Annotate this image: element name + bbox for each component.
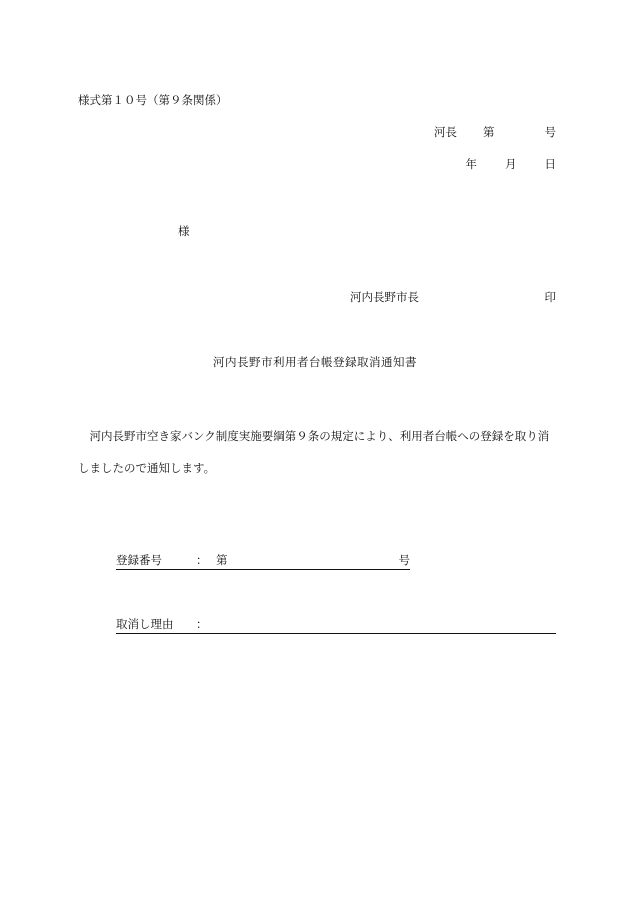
issuer-name: 河内長野市長 bbox=[350, 290, 419, 304]
date-line bbox=[466, 157, 557, 171]
document-title: 河内長野市利用者台帳登録取消通知書 bbox=[213, 355, 417, 369]
body-text: 河内長野市空き家バンク制度実施要綱第９条の規定により、利用者台帳への登録を取り消しましたので通知します。 bbox=[78, 429, 550, 475]
reference-number-line bbox=[434, 125, 556, 139]
addressee-suffix: 様 bbox=[178, 224, 190, 238]
reason-colon: ： bbox=[196, 617, 208, 631]
reason-label: 取消し理由 bbox=[116, 617, 174, 631]
cancellation-reason-field bbox=[116, 617, 556, 634]
registration-prefix: 第 bbox=[216, 553, 228, 567]
registration-label: 登録番号 bbox=[116, 553, 162, 567]
registration-suffix: 号 bbox=[398, 553, 410, 567]
form-number: 様式第１０号（第９条関係） bbox=[78, 93, 228, 107]
seal-mark: 印 bbox=[544, 290, 556, 304]
reference-dai: 第 bbox=[483, 125, 495, 139]
date-month: 月 bbox=[505, 157, 517, 171]
date-year: 年 bbox=[465, 157, 477, 171]
registration-colon: ： bbox=[196, 553, 208, 567]
date-day: 日 bbox=[544, 157, 556, 171]
reference-prefix: 河長 bbox=[434, 125, 457, 139]
reference-go: 号 bbox=[544, 125, 556, 139]
registration-number-field bbox=[116, 553, 410, 570]
